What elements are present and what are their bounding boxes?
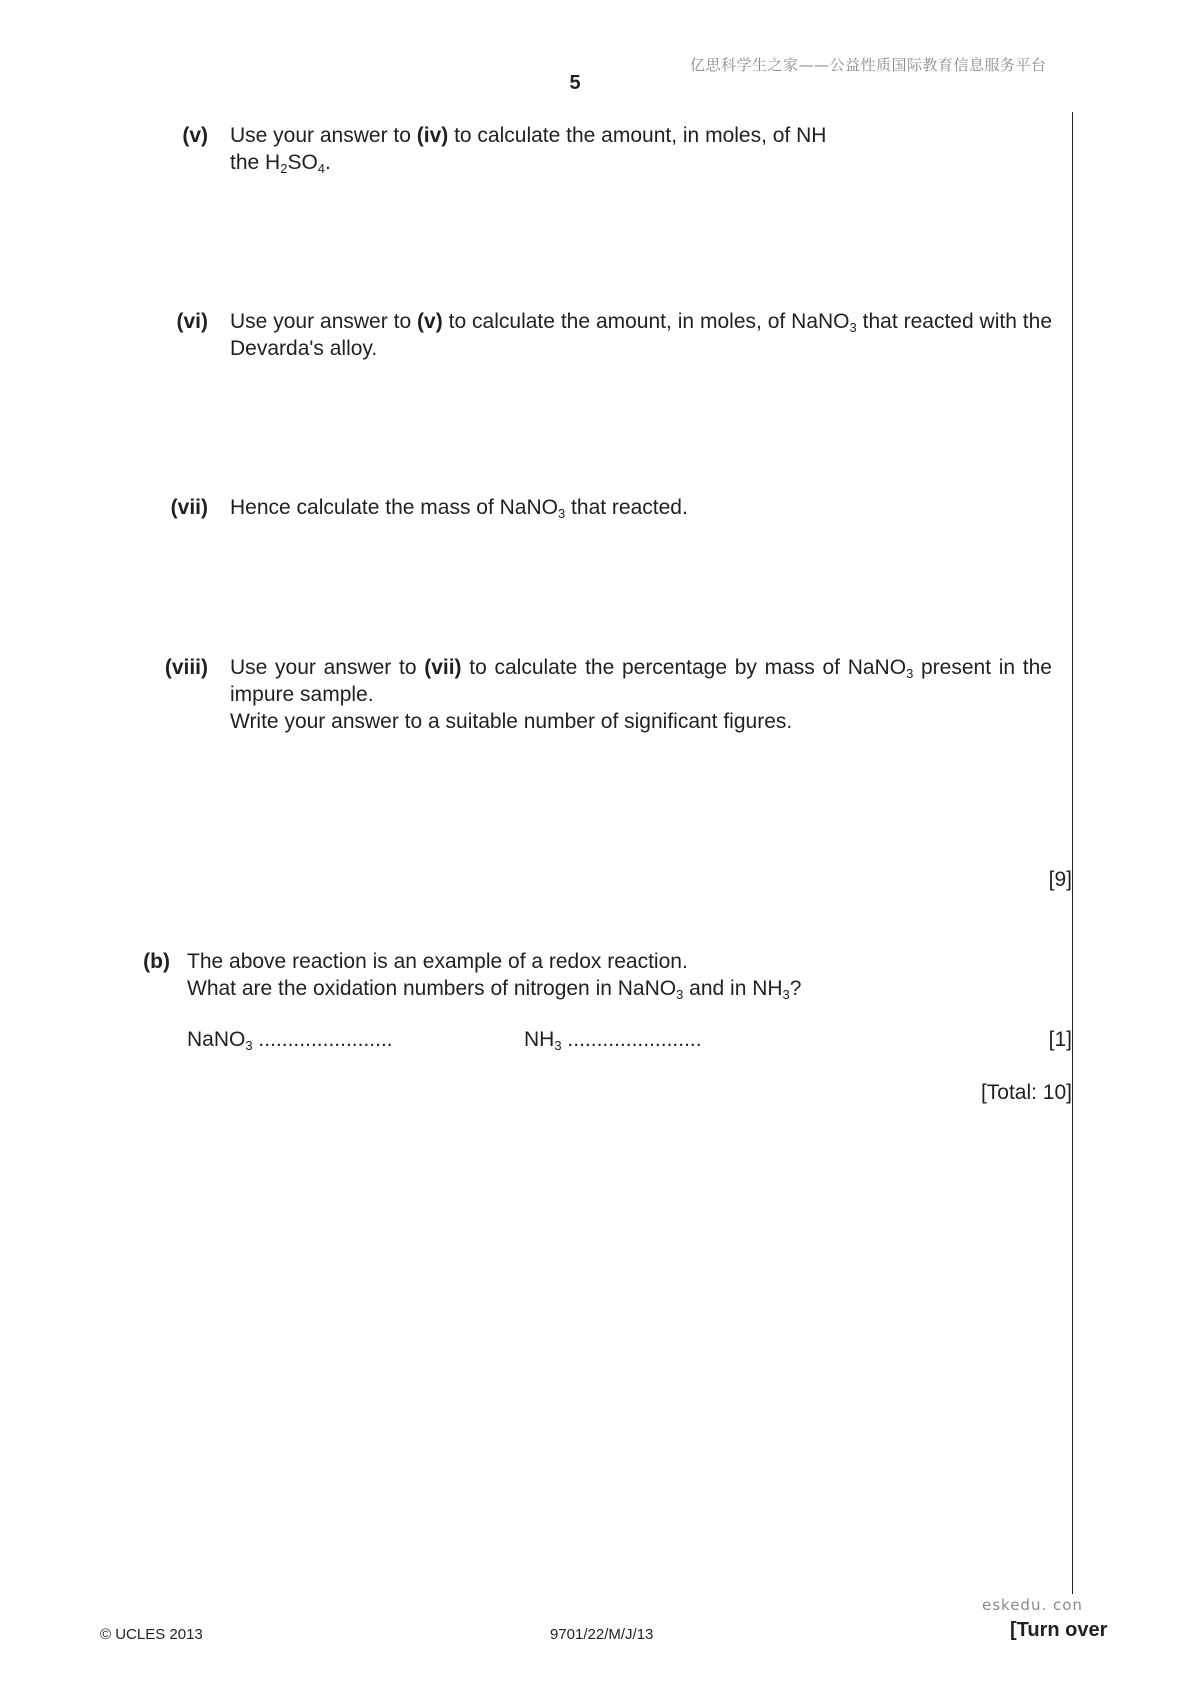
subscript: 3 [676, 987, 684, 1002]
text: to calculate the amount, in moles, of NH [448, 124, 827, 147]
mark-b: [1] [1048, 1028, 1072, 1051]
text: Use your answer to [230, 124, 417, 147]
margin-rule [1072, 112, 1073, 1594]
text: that reacted with the Devarda's alloy. [230, 310, 1052, 360]
text: Use your answer to [230, 310, 418, 333]
text: to calculate the amount, in moles, of NaNO [442, 310, 850, 333]
subscript: 3 [782, 987, 790, 1002]
answer-nano3[interactable] [187, 1028, 393, 1052]
text: that reacted. [565, 496, 688, 519]
text: Use your answer to [230, 656, 425, 679]
question-label: (b) [143, 950, 170, 973]
header-watermark: 亿思科学生之家——公益性质国际教育信息服务平台 [690, 56, 1047, 74]
footer-code: 9701/22/M/J/13 [550, 1626, 654, 1643]
question-label: (v) [182, 124, 208, 147]
question-label: (vii) [170, 496, 208, 519]
text: . [325, 151, 331, 174]
text: What are the oxidation numbers of nitrogen in NaNO [187, 977, 677, 1000]
question-text [230, 308, 1052, 362]
subscript: 3 [849, 320, 857, 335]
text: The above reaction is an example of a redox reaction. [187, 950, 688, 973]
text: to calculate the percentage by mass of NaNO [461, 656, 907, 679]
formula: NH [524, 1028, 555, 1051]
ref: (iv) [416, 124, 449, 147]
text: and in NH [683, 977, 783, 1000]
subscript: 3 [557, 506, 566, 521]
subscript: 3 [554, 1038, 562, 1053]
answer-dots: ....................... [561, 1028, 702, 1051]
question-label: (vi) [176, 310, 208, 333]
subscript: 2 [280, 161, 288, 176]
question-label: (viii) [164, 656, 208, 679]
footer-copyright: © UCLES 2013 [100, 1626, 203, 1643]
text: Write your answer to a suitable number of significant figures. [230, 710, 793, 733]
total-mark: [Total: 10] [980, 1081, 1072, 1104]
answer-dots: ....................... [252, 1028, 393, 1051]
mark-a: [9] [1048, 868, 1072, 891]
question-text-2 [230, 708, 1052, 735]
turn-over: [Turn over [1010, 1619, 1108, 1641]
page-number: 5 [569, 72, 581, 94]
ref: (vii) [424, 656, 462, 679]
text: SO [287, 151, 318, 174]
subscript: 3 [245, 1038, 253, 1053]
text: Hence calculate the mass of NaNO [230, 496, 558, 519]
subscript: 3 [906, 666, 914, 681]
text: ? [789, 977, 802, 1000]
ref: (v) [417, 310, 443, 333]
question-text [230, 122, 1052, 176]
question-text [230, 654, 1052, 708]
answer-nh3[interactable] [524, 1028, 702, 1052]
question-text [187, 948, 1052, 1002]
question-text [230, 494, 1052, 521]
footer-watermark: eskedu. con [982, 1596, 1083, 1614]
text: present in the impure sample. [230, 656, 1052, 706]
formula: NaNO [187, 1028, 246, 1051]
subscript: 4 [317, 161, 326, 176]
text: the H [230, 151, 281, 174]
